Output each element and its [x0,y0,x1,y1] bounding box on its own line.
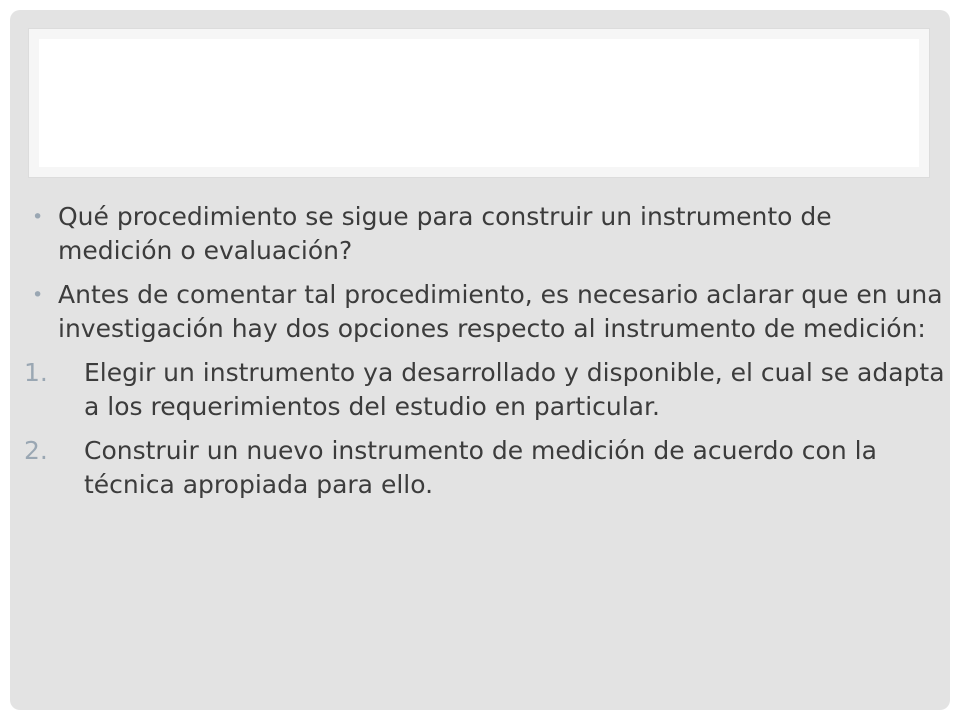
slide [10,10,950,710]
numbered-item [24,434,949,502]
numbered-text: Elegir un instrumento ya desarrollado y disponible, el cual se adapta a los requerimientos del estudio en particular. [84,358,945,421]
bullet-text: Qué procedimiento se sigue para construir un instrumento de medición o evaluación? [58,202,832,265]
number-marker: 2. [24,436,48,465]
numbered-text: Construir un nuevo instrumento de medición de acuerdo con la técnica apropiada para ello. [84,436,877,499]
bullet-item [24,200,949,268]
title-placeholder [39,39,919,167]
bullet-text: Antes de comentar tal procedimiento, es necesario aclarar que en una investigación hay dos opciones respecto al instrumento de medición: [58,280,943,343]
bullet-dot-icon: • [32,206,44,228]
bullet-item [24,278,949,346]
bullet-dot-icon: • [32,284,44,306]
title-frame [28,28,930,178]
numbered-item [24,356,949,424]
slide-content [24,200,949,512]
number-marker: 1. [24,358,48,387]
